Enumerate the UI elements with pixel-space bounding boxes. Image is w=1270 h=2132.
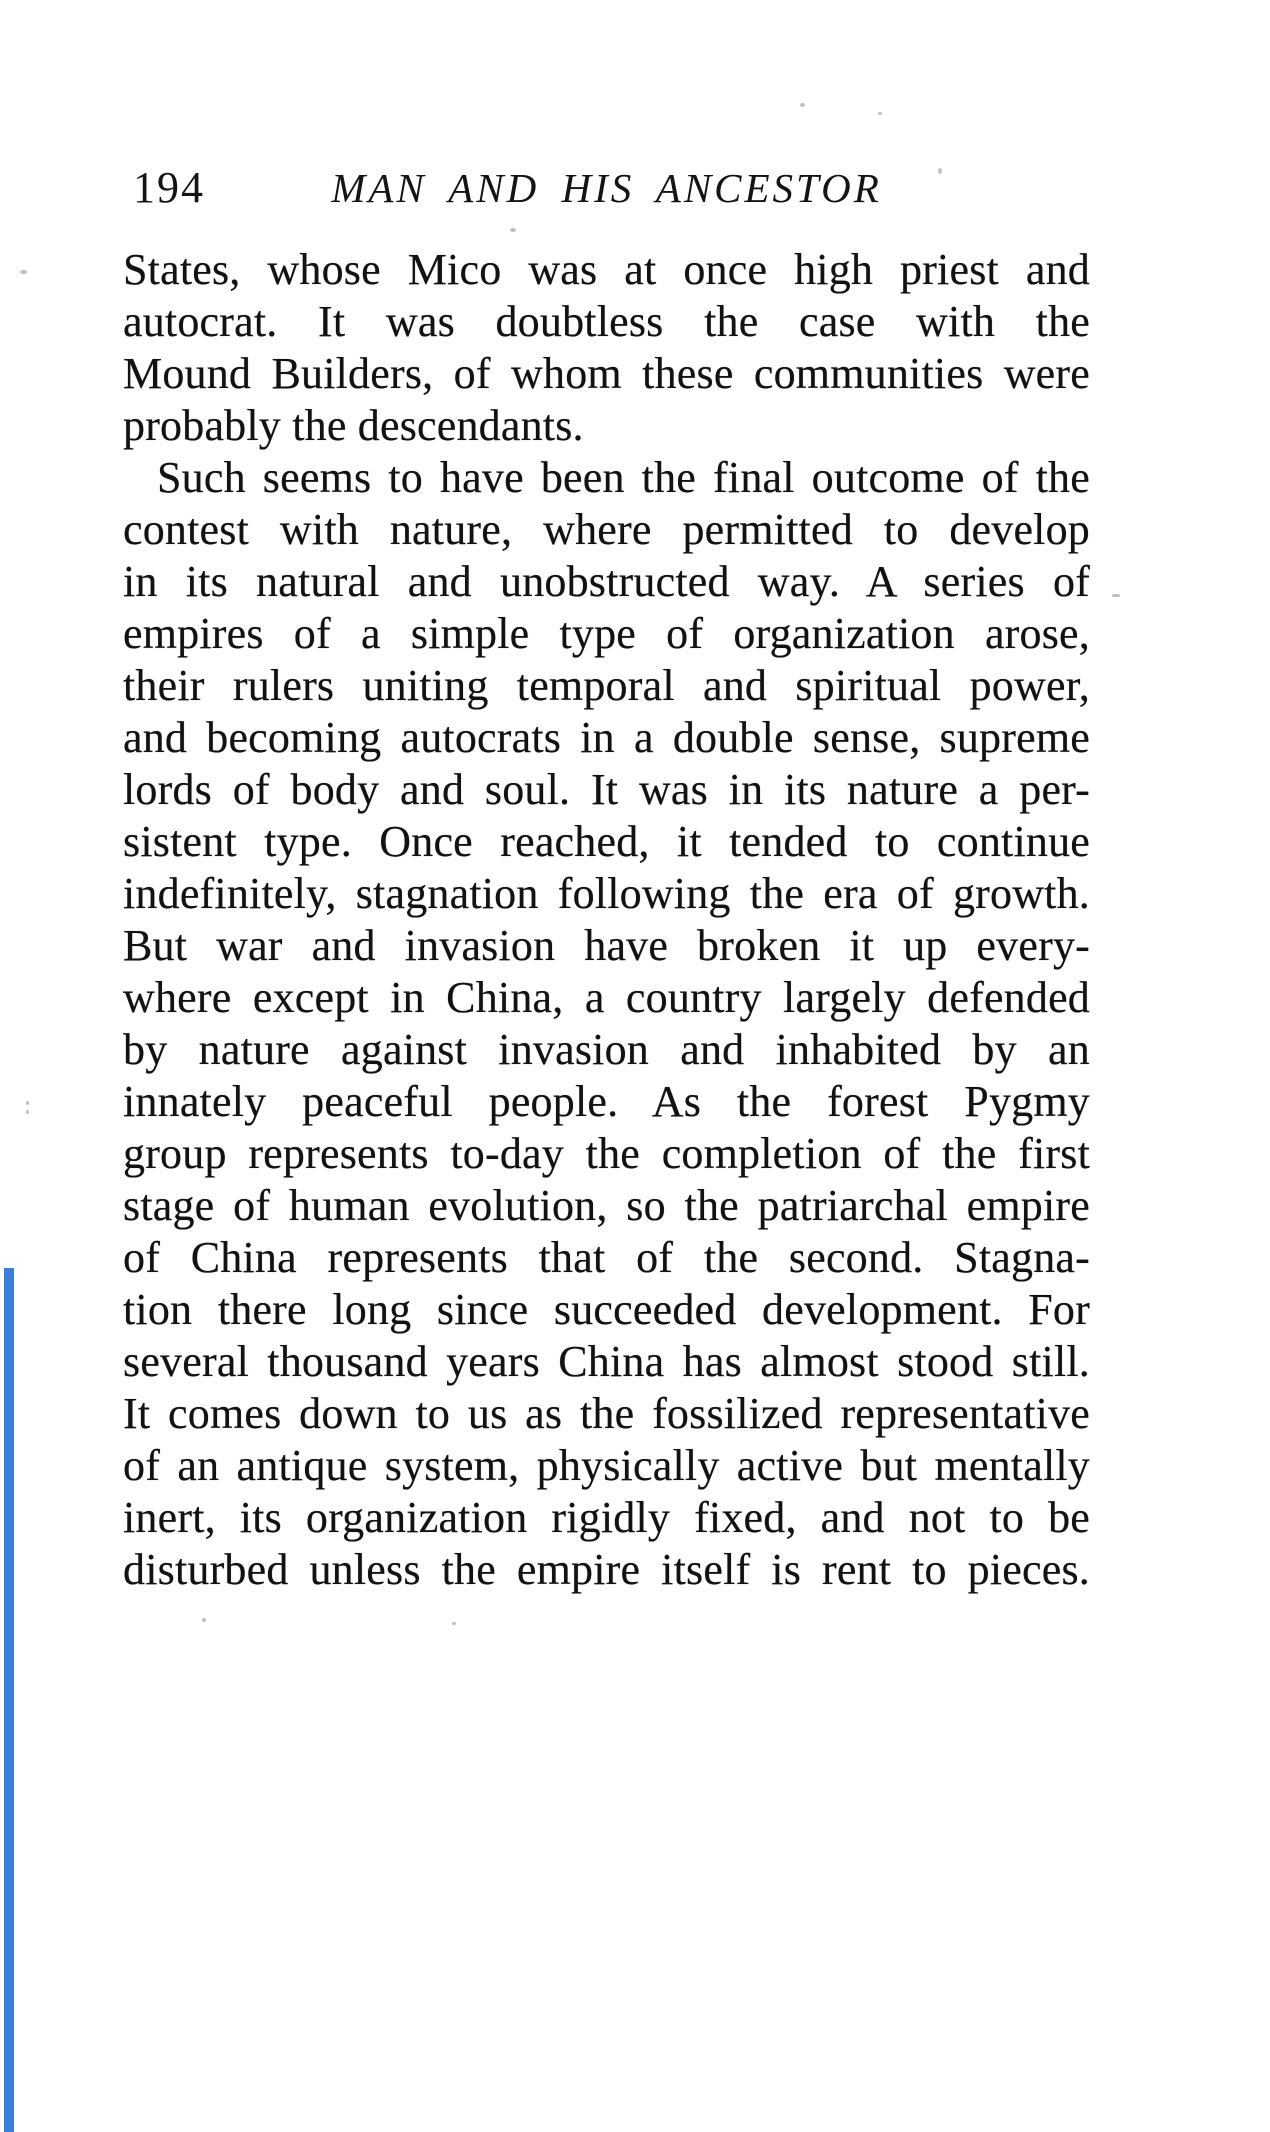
text-line: indefinitely, stagnation following the era of growth. [123,869,1090,918]
scan-speck [26,1101,29,1105]
scan-speck [800,103,805,107]
text-line: lords of body and soul. It was in its nature a per- [123,765,1090,814]
text-line: sistent type. Once reached, it tended to continue [123,817,1090,866]
text-line: autocrat. It was doubtless the case with the [123,297,1090,346]
text-line: disturbed unless the empire itself is rent to pieces. [123,1545,1090,1594]
scan-speck [202,1618,206,1622]
text-line: But war and invasion have broken it up every- [123,921,1090,970]
text-line: of an antique system, physically active but mentally [123,1441,1090,1490]
page-number: 194 [133,163,205,212]
text-line: empires of a simple type of organization arose, [123,609,1090,658]
text-line: several thousand years China has almost stood still. [123,1337,1090,1386]
text-line: It comes down to us as the fossilized representative [123,1389,1090,1438]
text-line: probably the descendants. [123,401,584,450]
text-line: of China represents that of the second. Stagna- [123,1233,1090,1282]
text-line: stage of human evolution, so the patriarchal empire [123,1181,1090,1230]
scan-speck [452,1622,456,1625]
text-line: innately peaceful people. As the forest Pygmy [123,1077,1090,1126]
scan-speck [878,112,882,115]
scan-speck [1112,594,1120,597]
text-line: their rulers uniting temporal and spiritual power, [123,661,1090,710]
page-edge-scan-artifact [4,1268,14,2132]
text-line: Mound Builders, of whom these communities were [123,349,1090,398]
text-line: tion there long since succeeded development. For [123,1285,1090,1334]
scan-speck [510,228,516,232]
scan-speck [938,168,942,174]
text-line: where except in China, a country largely defended [123,973,1090,1022]
body-text-block [123,244,1090,1596]
running-title: MAN AND HIS ANCESTOR [331,165,882,211]
text-line: Such seems to have been the final outcome of the [157,453,1090,502]
text-line: in its natural and unobstructed way. A series of [123,557,1090,606]
text-line: States, whose Mico was at once high priest and [123,245,1090,294]
scan-speck [26,1110,29,1114]
scan-speck [20,270,27,274]
text-line: group represents to-day the completion of the first [123,1129,1090,1178]
text-line: and becoming autocrats in a double sense, supreme [123,713,1090,762]
text-line: contest with nature, where permitted to develop [123,505,1090,554]
text-line: by nature against invasion and inhabited by an [123,1025,1090,1074]
text-line: inert, its organization rigidly fixed, and not to be [123,1493,1090,1542]
